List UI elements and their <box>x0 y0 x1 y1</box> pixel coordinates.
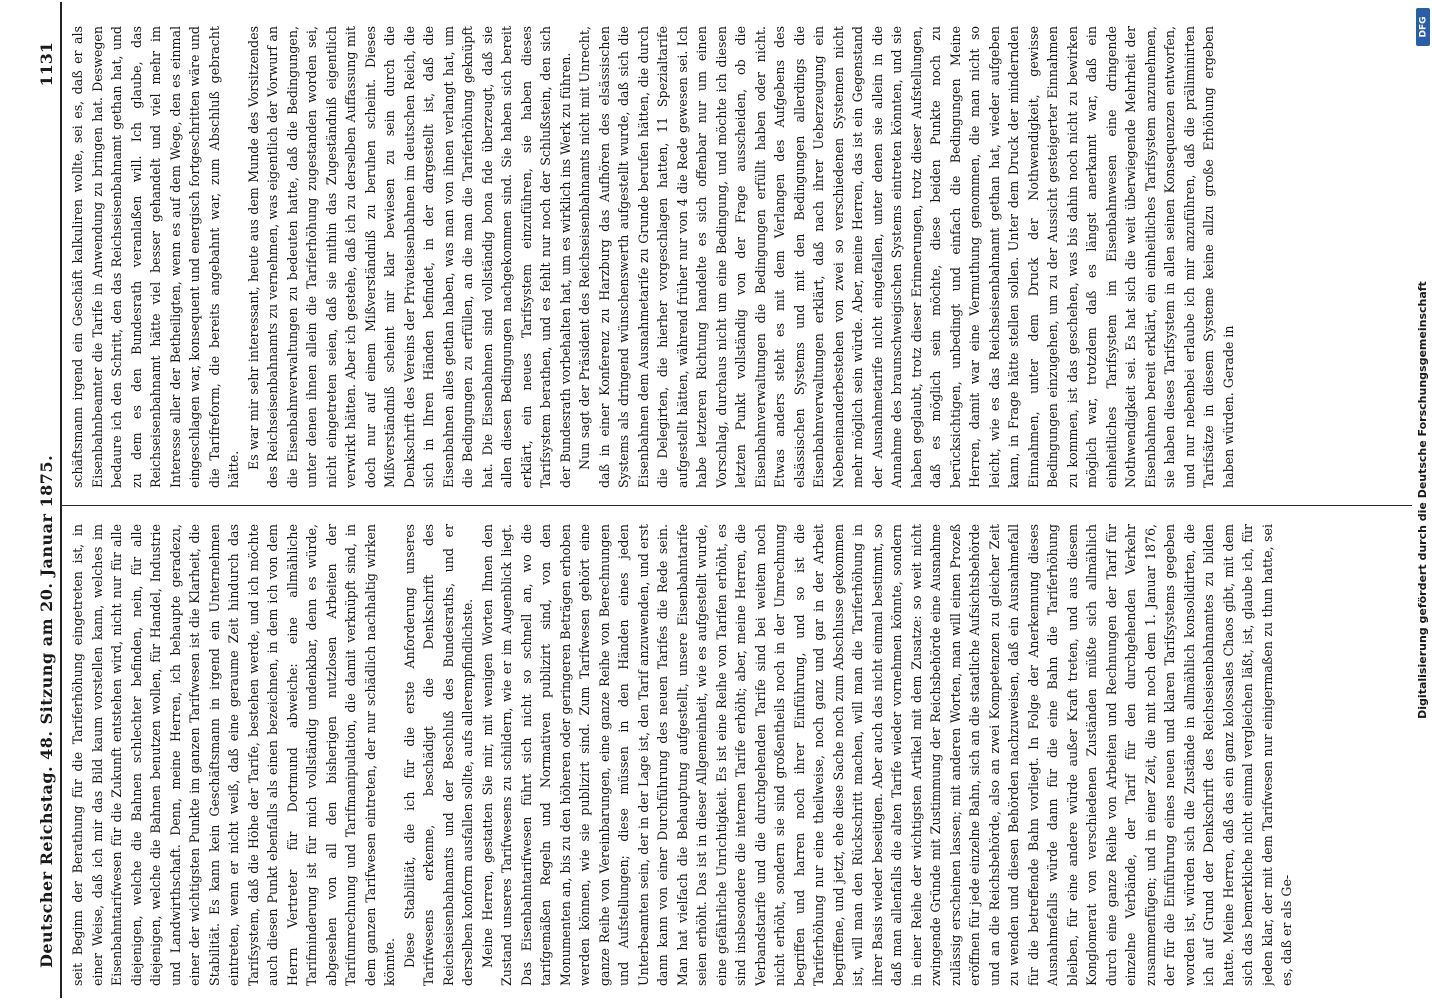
page-header <box>30 2 62 998</box>
credit-text: Digitalisierung gefördert durch die Deutsche Forschungsgemeinschaft <box>1416 281 1429 719</box>
digitization-credit <box>1400 0 1432 1000</box>
text-column-left <box>68 524 1418 986</box>
column-divider <box>62 505 1412 506</box>
paragraph: seit Beginn der Berathung für die Tariferhöhung eingetreten ist, in einer Weise, daß ich mir das Bild kaum vorstellen kann, welches im Eisenbahntarifwesen für die Zukunft entstehen wird, nicht nur für alle diejenigen, welche die Bahnen schlechter befinden, nein, für alle diejenigen, welche die Bahnen benutzen wollen, für Handel, Industrie und Landwirthschaft. Denn, meine Herren, ich behaupte geradezu, einer der wichtigsten Punkte im ganzen Tarifwesen ist die Klarheit, die Stabilität. Es kann kein Geschäftsmann in irgend ein Unternehmen eintreten, wenn er nicht weiß, daß eine geraume Zeit hindurch das Tarifsystem, daß die Höhe der Tarife, bestehen werde, und ich möchte auch diesen Punkt ebenfalls als einen bezeichnen, in dem ich von dem Herrn Vertreter für Dortmund abweiche: eine allmähliche Tarifminderung ist für mich vollständig undenkbar, denn es würde, abgesehen von all den bisherigen nutzlosen Arbeiten der Tarifumrechnung und Tarifmanipulation, die damit verknüpft sind, in dem ganzen Tarifwesen eintreten, der nur schädlich nachhaltig wirken könnte. <box>70 524 397 986</box>
text-column-right <box>68 26 1418 488</box>
running-title: Deutscher Reichstag. 48. Sitzung am 20. Januar 1875. <box>37 454 56 968</box>
page-number: 1131 <box>37 42 56 87</box>
paragraph: Diese Stabilität, die ich für die erste Anforderung unseres Tarifwesens erkenne, beschädigt die Denkschrift des Reichseisenbahnamts und der Beschluß des Bundesraths, und er derselben konform ausfallen sollte, aufs allerempfindlichste. <box>401 524 475 986</box>
dfg-logo-text: DFG <box>1418 16 1429 38</box>
paragraph: Es war mir sehr interessant, heute aus dem Munde des Vorsitzendes des Reichseisenbahnamts zu vernehmen, was eigentlich der Vorwurf an die Eisenbahnverwaltungen zu bedeuten hatte, daß die Bedingungen, unter denen ihnen allein die Tariferhöhung zugestanden worden sei, nicht eingetreten seien, daß sie mithin das Zugeständniß eigentlich verwirkt hätten. Aber ich gestehe, daß ich zu derselben Auffassung mit doch nur auf einem Mißverständniß zu beruhen scheint. Dieses Mißverständniß scheint mir klar bewiesen zu sein durch die Denkschrift des Vereins der Privateisenbahnen im deutschen Reich, die sich in Ihren Händen befindet, in der dargestellt ist, daß die Eisenbahnen alles gethan haben, was man von ihnen verlangt hat, um die Bedingungen zu erfüllen, an die man die Tariferhöhung geknüpft hat. Die Eisenbahnen sind vollständig bona fide überzeugt, daß sie allen diesen Bedingungen nachgekommen sind. Sie haben sich bereit erklärt, ein neues Tarifsystem einzuführen, sie haben dieses Tarifsystem berathen, und es fehlt nur noch der Schlußstein, den sich der Bundesrath vorbehalten hat, um es wirklich ins Werk zu führen. <box>245 26 573 488</box>
dfg-logo <box>1416 8 1430 46</box>
paragraph: Nun sagt der Präsident des Reichseisenbahnamts nicht mit Unrecht, daß in einer Konferenz zu Harzburg das Aufhören des elsässischen Systems als dringend wünschenswerth aufgestellt wurde, daß sich die Eisenbahnen dem Ausnahmetarife zu Grunde berufen hätten, die durch die Delegirten, die hierher vorgeschlagen hatten, 11 Spezialtarife aufgestellt hätten, während früher nur von 4 die Rede gewesen sei. Ich habe letzteren Richtung handelte es sich offenbar nur um einen Vorschlag, durchaus nicht um eine Bedingung, und möchte ich diesen letzten Punkt vollständig von der Frage ausscheiden, ob die Eisenbahnverwaltungen die Bedingungen erfüllt haben oder nicht. Etwas anders steht es mit dem Verlangen des Aufgebens des elsässischen Systems und mit den Bedingungen allerdings die Eisenbahnverwaltungen erklärt, daß nach ihrer Ueberzeugung ein Nebeneinanderbestehen von zwei so verschiedenen Systemen nicht mehr möglich sein würde. Aber, meine Herren, das ist ein Gegenstand der Ausnahmetarife nicht eingefallen, unter denen sie allein in die Annahme des braunschweigischen Systems eintreten könnten, und sie haben geglaubt, trotz dieser Erinnerungen, trotz dieser Aufstellungen, daß es möglich sein möchte, diese beiden Punkte noch zu berücksichtigen, unbedingt und einfach die Bedingungen Meine Herren, damit war eine Vermuthung genommen, die man nicht so leicht, wie es das Reichseisenbahnamt gethan hat, wieder aufgeben kann, in Frage hätte stellen sollen. Unter dem Druck der mindernden Einnahmen, unter dem Druck der Nothwendigkeit, gewisse Bedingungen einzugehen, um zu der Aussicht gesteigerter Einnahmen zu kommen, ist das geschehen, was bis dahin noch nicht zu bewirken möglich war, trotzdem daß es längst anerkannt war, daß ein einheitliches Tarifsystem im Eisenbahnwesen eine dringende Nothwendigkeit sei. Es hat sich die weit überwiegende Mehrheit der Eisenbahnen bereit erklärt, ein einheitliches Tarifsystem anzunehmen, sie haben dieses Tarifsystem in allen seinen Konsequenzen entworfen, und nur nebenbei erlaube ich mir anzuführen, daß die präliminirten Tarifsätze in diesem Systeme keine allzu große Erhöhung ergeben haben würden. Gerade in <box>577 26 1236 488</box>
paragraph: Meine Herren, gestatten Sie mir, mit wenigen Worten Ihnen den Zustand unseres Tarifwesens zu schildern, wie er im Augenblick liegt. Das Eisenbahntarifwesen führt sich nicht so schnell an, wo die tarifgemäßen Regeln und Normativen publizirt sind, von den Monumenten an, bis zu den höheren oder geringeren Beträgen erhoben werden können, wie sie publizirt sind. Zum Tarifwesen gehört eine ganze Reihe von Vereinbarungen, eine ganze Reihe von Berechnungen und Aufstellungen; diese müssen in den Händen eines jeden Unterbeamten sein, der in der Lage ist, den Tarif anzuwenden, und erst dann kann von einer Durchführung des neuen Tarifes die Rede sein. Man hat vielfach die Behauptung aufgestellt, unsere Eisenbahntarife seien erhöht. Das ist in dieser Allgemeinheit, wie es aufgestellt wurde, eine gefährliche Unrichtigkeit. Es ist eine Reihe von Tarifen erhöht, es sind insbesondere die internen Tarife erhöht; aber, meine Herren, die Verbandstarife und die durchgehenden Tarife sind bei weitem noch nicht erhöht, sondern sie sind großentheils noch in der Umrechnung begriffen und harren noch ihrer Einführung, und so ist die Tariferhöhung nur eine theilweise, noch ganz und gar in der Arbeit begriffene, und jetzt, ehe diese Sache noch zum Abschlusse gekommen ist, will man den Rückschritt machen, will man die Tariferhöhung in ihrer Basis wieder beseitigen. Aber auch das nicht einmal bestimmt, so daß man allenfalls die alten Tarife wieder vornehmen könnte, sondern in einer Reihe der wichtigsten Artikel mit dem Zusatze: so weit nicht zwingende Gründe mit Zustimmung der Reichsbehörde eine Ausnahme zulässig erscheinen lassen; mit anderen Worten, man will einen Prozeß eröffnen für jede einzelne Bahn, sich an die staatliche Aufsichtsbehörde und an die Reichsbehörde, also an zwei Kompetenzen zu gleicher Zeit zu wenden und diesen Behörden nachzuweisen, daß ein Ausnahmefall für die betreffende Bahn vorliegt. In Folge der Anerkennung dieses Ausnahmefalls würde dann für die eine Bahn die Tariferhöhung bleiben, für eine andere würde außer Kraft treten, und aus diesem Konglomerat von verschiedenen Zuständen müßte sich allmählich durch eine ganze Reihe von Arbeiten und Rechnungen der Tarif für einzelne Verbände, der Tarif für den durchgehenden Verkehr zusammenfügen; und in einer Zeit, die mit noch dem 1. Januar 1876, der für die Einführung eines neuen und klaren Tarifsystems gegeben worden ist, würden sich die Zustände in allmählich konsolidirten, die ich auf Grund der Denkschrift des Reichseisenbahnamtes zu bilden hatte. Meine Herren, daß das ein ganz kolossales Chaos gibt, mit dem sich das bemerkliche nicht einmal vergleichen läßt, ist, glaube ich, für jeden klar, der mit dem Tarifwesen nur einigermaßen zu thun hatte, sei es, daß er als Ge- <box>479 524 1294 986</box>
paragraph: schäftsmann irgend ein Geschäft kalkuliren wollte, sei es, daß er als Eisenbahnbeamter die Tarife in Anwendung zu bringen hat. Deswegen bedaure ich den Schritt, den das Reichseisenbahnamt gethan hat, und zu dem es den Bundesrath veranlaßen will. Ich glaube, das Reichseisenbahnamt hätte viel besser gehandelt und viel mehr im Interesse aller der Betheiligten, wenn es auf dem Wege, den es einmal eingeschlagen war, konsequent und energisch fortgeschritten wäre und die Tarifreform, die bereits angebahnt war, zum Abschluß gebracht hätte. <box>70 26 241 488</box>
